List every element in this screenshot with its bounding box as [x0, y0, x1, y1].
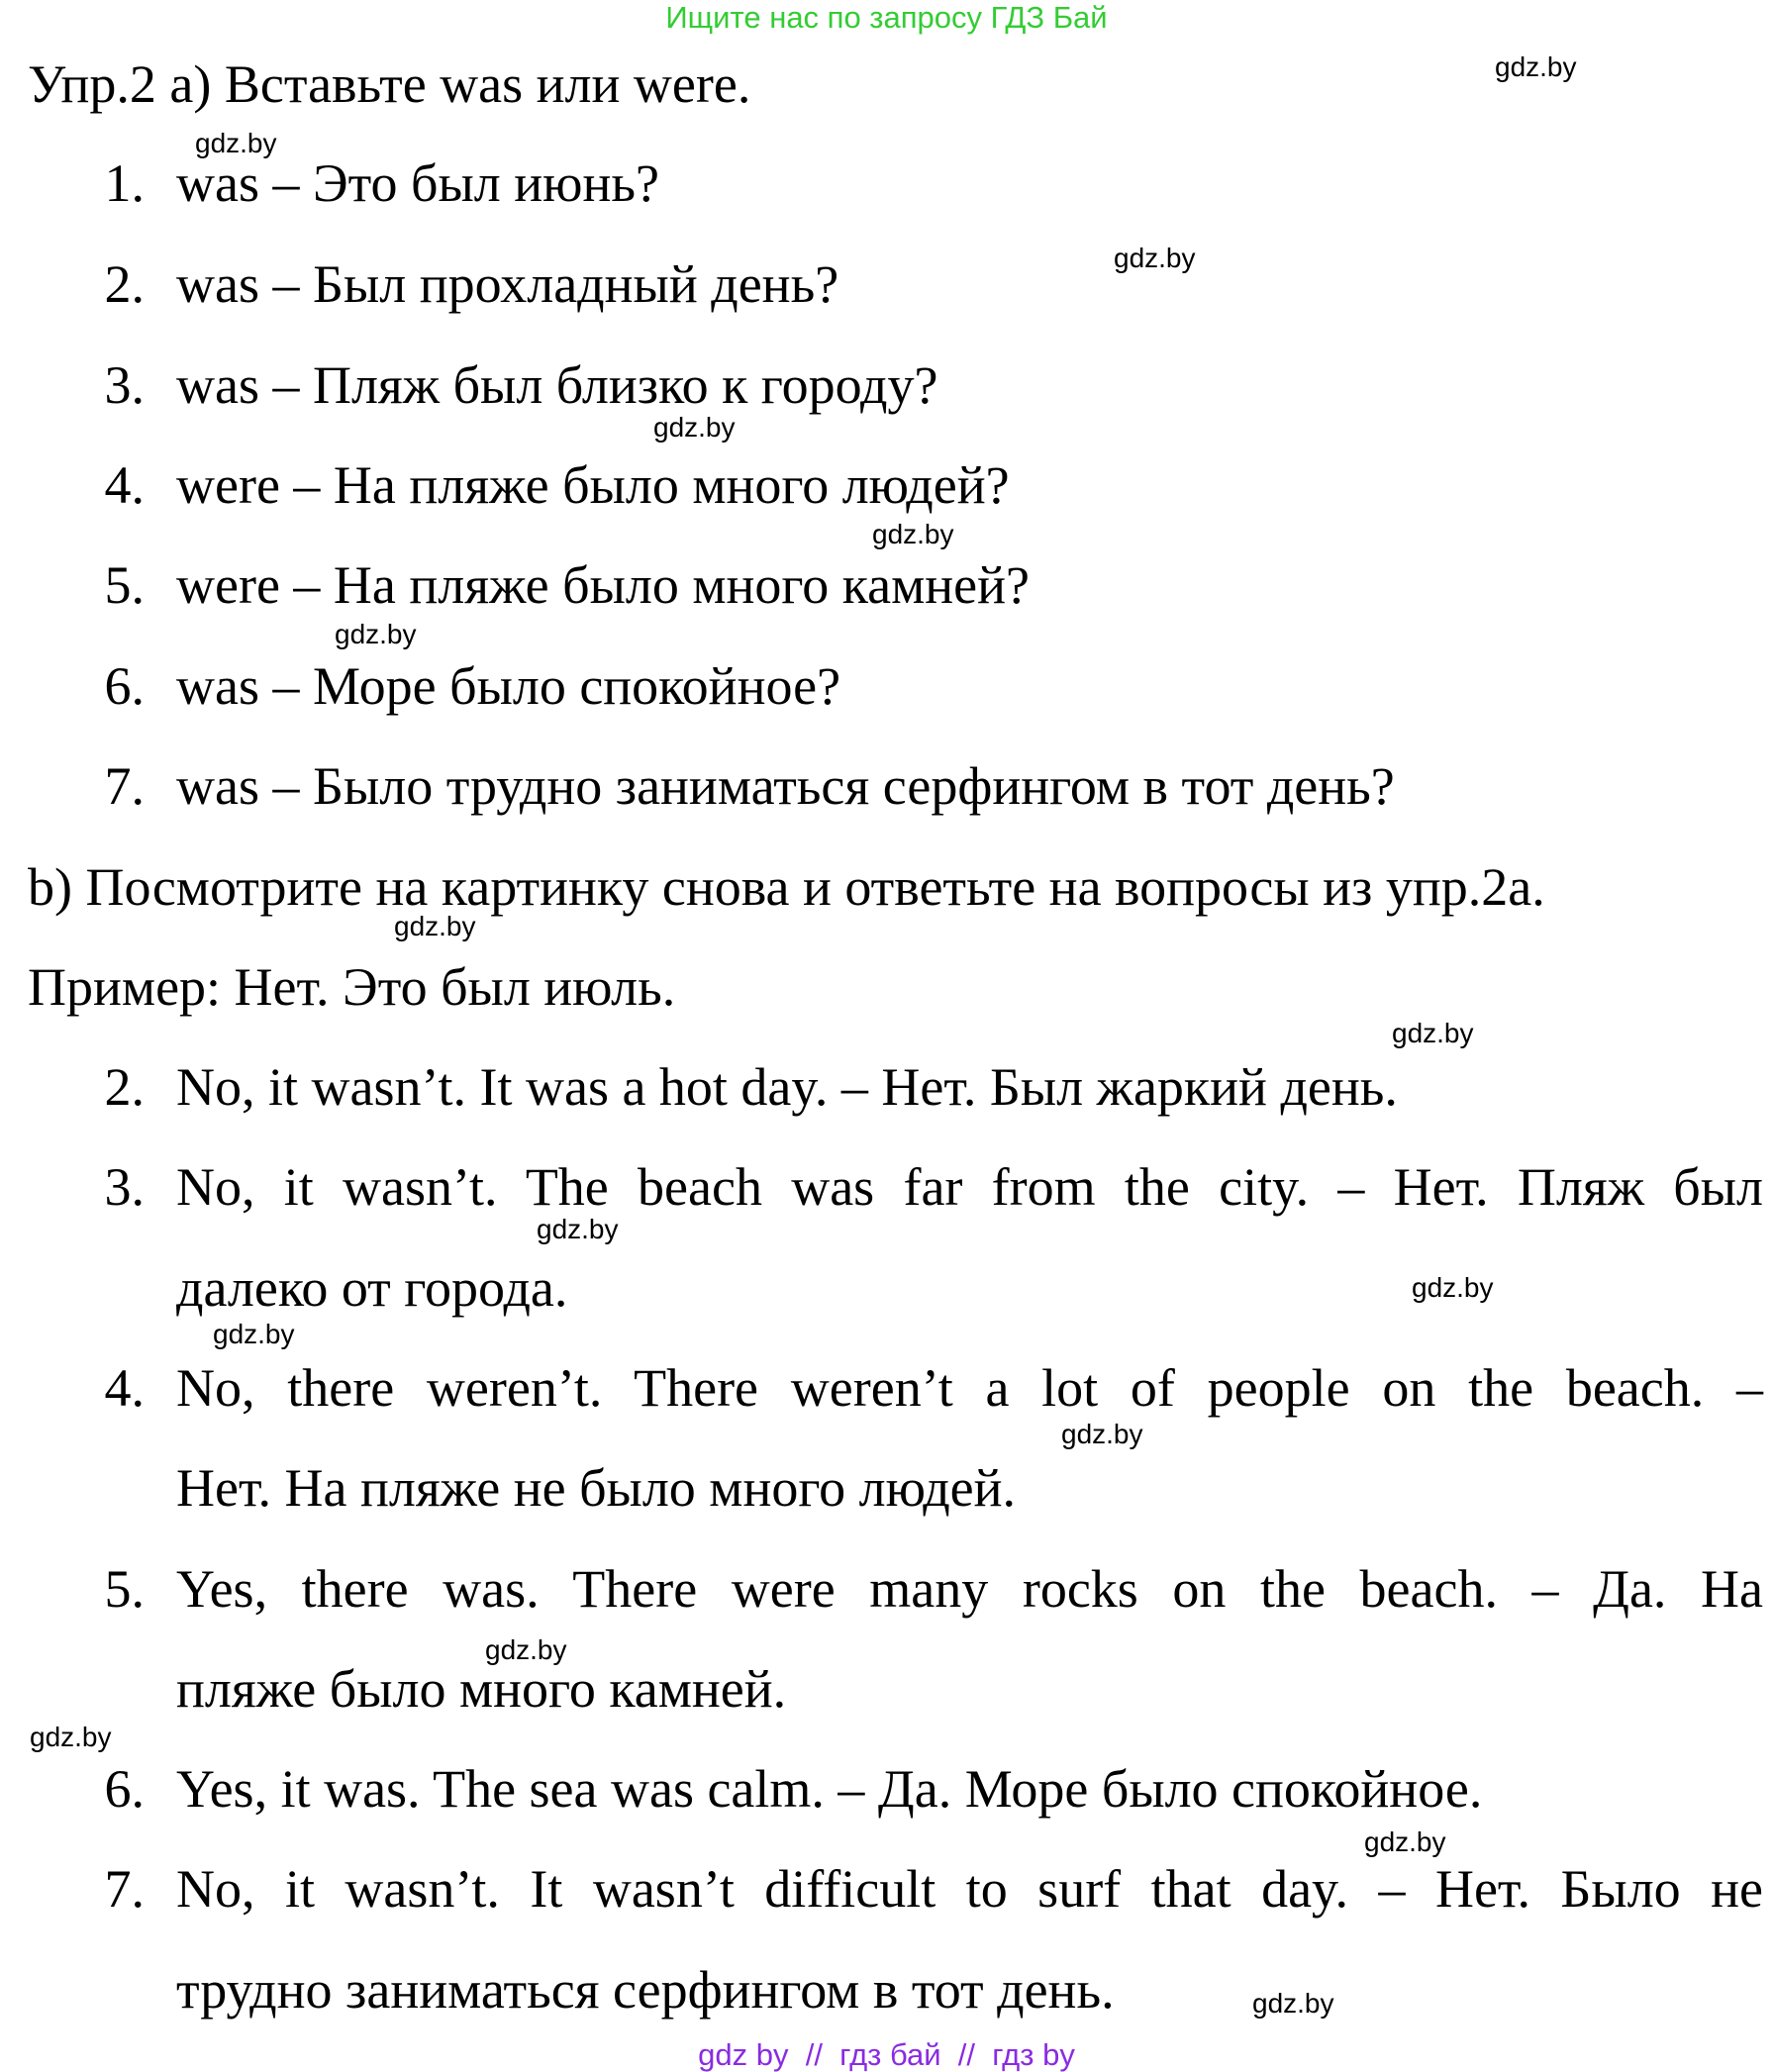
watermark-text: gdz.by — [1114, 243, 1196, 273]
item-number: 2. — [104, 254, 145, 314]
watermark-text: gdz.by — [30, 1722, 112, 1752]
watermark-text: gdz.by — [394, 911, 476, 941]
item-text: were – На пляже было много камней? — [176, 555, 1030, 615]
item-text: Yes, it was. The sea was calm. – Да. Море было спокойное. — [176, 1759, 1483, 1819]
watermark-text: gdz.by — [1252, 1988, 1334, 2019]
item-text-line: Нет. На пляже не было много людей. — [176, 1458, 1017, 1518]
item-text: was – Пляж был близко к городу? — [176, 355, 938, 415]
list-item — [0, 1358, 1773, 1518]
item-number: 1. — [104, 153, 145, 213]
exercise-title: Упр.2 a) Вставьте was или were. — [28, 54, 751, 114]
watermark-text: gdz.by — [213, 1319, 295, 1349]
item-number: 6. — [104, 1759, 145, 1819]
watermark-text: gdz.by — [872, 519, 954, 549]
watermark-text: gdz.by — [1061, 1419, 1143, 1449]
footer-banner: gdz by // гдз бай // гдз by — [698, 2037, 1075, 2072]
item-text-line: Yes, there was. There were many rocks on the beach. – Да. На — [176, 1559, 1763, 1619]
watermark-text: gdz.by — [537, 1214, 619, 1244]
item-text: No, it wasn’t. It was a hot day. – Нет. Был жаркий день. — [176, 1057, 1398, 1117]
watermark-text: gdz.by — [1412, 1272, 1494, 1303]
example-line: Пример: Нет. Это был июль. — [28, 957, 676, 1017]
item-text: was – Море было спокойное? — [176, 656, 841, 716]
item-text: was – Это был июнь? — [176, 153, 659, 213]
item-number: 7. — [104, 1859, 145, 1919]
header-banner: Ищите нас по запросу ГДЗ Бай — [665, 0, 1108, 35]
item-number: 5. — [104, 555, 145, 615]
item-number: 4. — [104, 455, 145, 515]
watermark-text: gdz.by — [485, 1634, 567, 1665]
item-number: 2. — [104, 1057, 145, 1117]
watermark-text: gdz.by — [195, 128, 277, 158]
item-number: 7. — [104, 756, 145, 816]
watermark-text: gdz.by — [1364, 1826, 1446, 1857]
watermark-text: gdz.by — [1392, 1018, 1474, 1048]
item-text-line: No, there weren’t. There weren’t a lot of people on the beach. – — [176, 1358, 1763, 1418]
item-text: was – Был прохладный день? — [176, 254, 839, 314]
item-number: 4. — [104, 1358, 145, 1418]
item-text-line: No, it wasn’t. The beach was far from the city. – Нет. Пляж был — [176, 1157, 1763, 1217]
item-text-line: трудно заниматься серфингом в тот день. — [176, 1960, 1115, 2020]
watermark-text: gdz.by — [335, 619, 417, 649]
item-number: 3. — [104, 1157, 145, 1217]
watermark-text: gdz.by — [1495, 51, 1577, 82]
item-text-line: No, it wasn’t. It wasn’t difficult to surf that day. – Нет. Было не — [176, 1859, 1763, 1919]
item-number: 5. — [104, 1559, 145, 1619]
item-text: were – На пляже было много людей? — [176, 455, 1010, 515]
item-text-line: далеко от города. — [176, 1258, 568, 1318]
watermark-text: gdz.by — [653, 412, 736, 443]
item-text: was – Было трудно заниматься серфингом в тот день? — [176, 756, 1395, 816]
item-text-line: пляже было много камней. — [176, 1659, 787, 1719]
part-b-heading: b) Посмотрите на картинку снова и ответьте на вопросы из упр.2a. — [28, 857, 1545, 917]
list-item — [0, 1559, 1773, 1719]
item-number: 3. — [104, 355, 145, 415]
item-number: 6. — [104, 656, 145, 716]
